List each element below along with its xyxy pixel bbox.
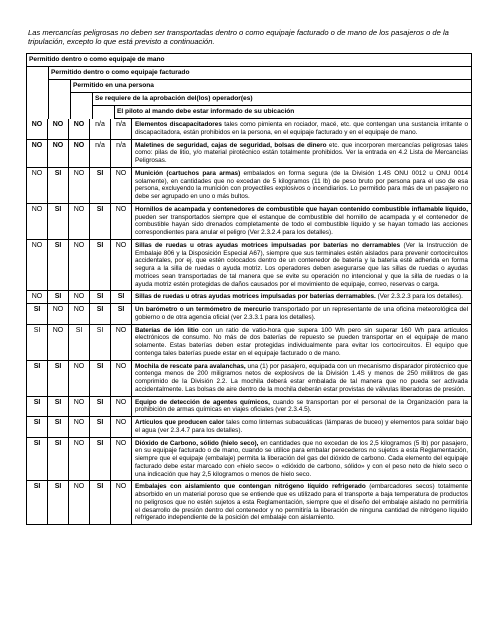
item-description	[132, 204, 471, 239]
permission-cell: NO	[27, 291, 48, 303]
permission-cell: NO	[69, 304, 90, 324]
item-title: Sillas de ruedas u otras ayudas motrices impulsadas por baterías no derramables	[135, 241, 401, 249]
permission-cell: SI	[90, 168, 111, 203]
item-title: Dióxido de Carbono, sólido (hielo seco),	[135, 439, 259, 447]
item-title: Un barómetro o un termómetro de mercurio	[135, 306, 271, 313]
permission-cell: NO	[48, 325, 69, 360]
permission-cell: NO	[69, 397, 90, 417]
item-description	[132, 438, 471, 481]
permission-cell: NO	[27, 204, 48, 239]
item-title: Equipo de detección de agentes químicos,	[135, 398, 270, 406]
permission-cell: NO	[111, 325, 132, 360]
permission-cell: SI	[48, 204, 69, 239]
table-row	[27, 397, 471, 418]
permission-cell: NO	[48, 119, 69, 139]
item-description	[132, 240, 471, 291]
permission-cell: SI	[90, 240, 111, 291]
permission-cell: SI	[90, 361, 111, 396]
permission-cell: SI	[90, 481, 111, 524]
permission-cell: SI	[90, 304, 111, 324]
permission-cell: SI	[48, 481, 69, 524]
permission-cell: NO	[69, 481, 90, 524]
permission-cell: SI	[90, 397, 111, 417]
permission-cell: SI	[27, 438, 48, 481]
header-row-4: Se requiere de la aprobación del(los) operador(es)	[93, 93, 471, 106]
item-description	[132, 140, 471, 167]
permission-cell: NO	[27, 240, 48, 291]
permission-cell: n/a	[111, 140, 132, 167]
permission-cell: NO	[111, 204, 132, 239]
permission-cell: SI	[69, 325, 90, 360]
permission-cell: n/a	[111, 119, 132, 139]
permission-cell: SI	[111, 304, 132, 324]
permission-cell: SI	[90, 417, 111, 437]
item-text: etc. que incorporen mercancías peligrosas tales como: pilas de litio, y/o material pirotécnico están totalmente prohibidos. Ver la entrada en 4.2 Lista de Mercancías Peligrosas.	[135, 141, 468, 164]
item-description	[132, 291, 471, 303]
table-row	[27, 361, 471, 397]
item-text: una (1) por pasajero, equipada con un mecanismo disparador pirotécnico que contenga menos de 200 miligramos netos de explosivos de la División 1.4S y menos de 250 mililitros de gas comprimido de la División 2.2. La mochila deberá estar embalada de tal manera que no pueda ser activada accidentalmente. Las bolsas de aire dentro de la mochila deberán estar provistas de válvulas liberadoras de presión.	[135, 362, 468, 393]
item-title: Munición (cartuchos para armas)	[135, 169, 241, 177]
permission-cell: NO	[69, 417, 90, 437]
header-group-5	[114, 106, 471, 119]
permission-cell: SI	[90, 438, 111, 481]
item-text: pueden ser transportados siempre que el estanque de combustible del hornillo de acampada y el contenedor de combustible hayan sido drenados completamente de todo el combustible líquido y se hayan tomado las acciones correspondientes para anular el peligro (Ver 2.3.2.4 para los detalles).	[135, 213, 468, 236]
permission-cell: NO	[111, 417, 132, 437]
permission-cell: NO	[69, 361, 90, 396]
permission-cell: NO	[111, 168, 132, 203]
permission-cell: SI	[90, 291, 111, 303]
item-description	[132, 325, 471, 360]
permission-cell: SI	[90, 325, 111, 360]
item-text: tales como pimienta en rociador, macé, etc. que contengan una sustancia irritante o discapacitadora, están prohibidos en la persona, en el equipaje facturado y en el equipaje de mano.	[135, 121, 468, 136]
item-description	[132, 397, 471, 417]
permission-cell: n/a	[90, 119, 111, 139]
permission-cell: SI	[111, 291, 132, 303]
table-row	[27, 240, 471, 292]
table-row	[27, 204, 471, 240]
header-group-2	[48, 67, 471, 119]
item-description	[132, 481, 471, 524]
item-text: cuando se transportan por el personal de la Organización para la prohibición de armas químicas en viajes oficiales (ver 2.3.4.5).	[135, 398, 468, 414]
permission-cell: NO	[48, 304, 69, 324]
permission-cell: SI	[48, 240, 69, 291]
item-description	[132, 304, 471, 324]
table-row	[27, 438, 471, 482]
permission-cell: NO	[111, 240, 132, 291]
permission-cell: NO	[69, 291, 90, 303]
item-title: Hornillos de acampada y contenedores de combustible que hayan contenido combustible inflamable líquido,	[135, 205, 468, 213]
permission-cell: SI	[48, 291, 69, 303]
table-row	[27, 325, 471, 361]
permission-cell: SI	[48, 168, 69, 203]
item-description	[132, 168, 471, 203]
permission-cell: NO	[27, 168, 48, 203]
table-row	[27, 168, 471, 204]
item-title: Embalajes con aislamiento que contengan nitrógeno líquido refrigerado	[135, 483, 366, 491]
item-title: Maletines de seguridad, cajas de seguridad, bolsas de dinero	[135, 141, 327, 149]
header-group-4	[92, 93, 471, 119]
dangerous-goods-table	[26, 53, 472, 525]
table-row	[27, 304, 471, 325]
item-text: (Ver la Instrucción de Embalaje 806 y la Disposición Especial A67), siempre que sus terminales estén aislados para prevenir cortocircuitos accidentales, por ej. que estén colocados dentro de un contenedor de batería y la batería esté adherida en forma segura a la silla de ruedas o ayuda motriz. Los operadores deben asegurarse que las sillas de ruedas o ayudas motrices sean transportadas de tal manera que se evite su operación no intencional y que la silla de ruedas o la ayuda motriz estén protegidas de daños causados por el movimiento de equipaje, correo, reservas o carga.	[135, 241, 468, 288]
permission-cell: SI	[27, 361, 48, 396]
intro-text: Las mercancías peligrosas no deben ser transportadas dentro o como equipaje facturado o de mano de los pasajeros o de la tripulación, excepto lo que está previsto a continuación.	[28, 28, 449, 47]
item-title: Mochila de rescate para avalanchas,	[135, 362, 246, 370]
item-text: con un ratio de vatio-hora que supera 100 Wh pero sin superar 160 Wh para artículos electrónicos de consumo. No más de dos baterías de repuesto se pueden transportar en el equipaje de mano solamente. Estas baterías deben estar protegidas individualmente para evitar los cortocircuitos. El equipo que contenga tales baterías puede estar en el equipaje facturado o de mano.	[135, 326, 468, 357]
permission-cell: SI	[48, 361, 69, 396]
permission-cell: SI	[48, 417, 69, 437]
permission-cell: SI	[27, 397, 48, 417]
permission-cell: NO	[69, 438, 90, 481]
item-title: Artículos que producen calor	[135, 419, 225, 426]
item-description	[132, 119, 471, 139]
table-row	[27, 481, 471, 524]
permission-cell: NO	[69, 204, 90, 239]
item-text: (Ver 2.3.2.3 para los detalles).	[375, 293, 463, 301]
item-text: tales como linternas subacuáticas (lámparas de buceo) y elementos para soldar bajo el agua (ver 2.3.4.7 para los detalles).	[135, 419, 468, 434]
item-title: Sillas de ruedas u otras ayudas motrices impulsadas por baterías derramables.	[135, 293, 376, 301]
table-row	[27, 119, 471, 140]
item-description	[132, 361, 471, 396]
permission-cell: SI	[27, 304, 48, 324]
item-description	[132, 417, 471, 437]
table-row	[27, 291, 471, 304]
permission-cell: SI	[48, 397, 69, 417]
table-row	[27, 417, 471, 438]
table-row	[27, 140, 471, 168]
item-text: en cantidades que no excedan de los 2,5 kilogramos (5 lb) por pasajero, en su equipaje facturado o de mano, cuando se utilice para embalar perecederos no sujetos a esta Reglamentación, siempre que el equipaje (embalaje) permita la liberación del gas del dióxido de carbono. Cada elemento del equipaje facturado debe estar marcado con «hielo seco» o «dióxido de carbono, sólido» y con el peso neto de hielo seco o una indicación que hay 2,5 kilogramos o menos de hielo seco.	[135, 439, 469, 478]
permission-cell: NO	[27, 119, 48, 139]
header-row-3: Permitido en una persona	[71, 80, 471, 93]
permission-cell: n/a	[90, 140, 111, 167]
item-title: Elementos discapacitadores	[135, 121, 222, 128]
item-text: (embarcadores secos) totalmente absorbido en un material poroso que se entiende que es utilizado para el transporte a baja temperatura de productos no peligrosos que no estén sujetos a esta Reglamentación, siempre que el diseño del embalaje aislado no permitiría el desarrollo de presión dentro del contenedor y no permitiría la liberación de ninguna cantidad de nitrógeno líquido refrigerado independiente de la posición del embalaje con aislamiento.	[135, 483, 468, 522]
item-text: embalados en forma segura (de la División 1.4S ONU 0012 u ONU 0014 solamente), en cantidades que no excedan de 5 kilogramos (11 lb) de peso bruto por persona para el uso de esa persona, excluyendo la munición con proyectiles explosivos o incendiarios. Lo permitido para más de un pasajero no debe ser agrupado en uno o más bultos.	[135, 169, 469, 200]
header-group-3	[70, 80, 471, 119]
item-text: transportado por un representante de una oficina meteorológica del gobierno o de otra agencia oficial (ver 2.3.3.1 para los detalles).	[135, 306, 468, 321]
header-row-5: El piloto al mando debe estar informado de su ubicación	[115, 106, 471, 119]
header-row-2: Permitido dentro o como equipaje facturado	[49, 67, 471, 80]
permission-cell: NO	[48, 140, 69, 167]
table-body	[27, 119, 471, 524]
permission-cell: SI	[27, 325, 48, 360]
permission-cell: SI	[27, 417, 48, 437]
permission-cell: SI	[48, 438, 69, 481]
permission-cell: NO	[111, 361, 132, 396]
item-title: Baterías de ión litio	[135, 326, 199, 334]
permission-cell: NO	[69, 140, 90, 167]
permission-cell: NO	[69, 168, 90, 203]
header-row-1: Permitido dentro o como equipaje de mano	[27, 54, 471, 67]
permission-cell: NO	[27, 140, 48, 167]
permission-cell: NO	[111, 397, 132, 417]
permission-cell: NO	[111, 481, 132, 524]
permission-cell: NO	[111, 438, 132, 481]
permission-cell: NO	[69, 240, 90, 291]
permission-cell: NO	[69, 119, 90, 139]
permission-cell: SI	[27, 481, 48, 524]
permission-cell: SI	[90, 204, 111, 239]
